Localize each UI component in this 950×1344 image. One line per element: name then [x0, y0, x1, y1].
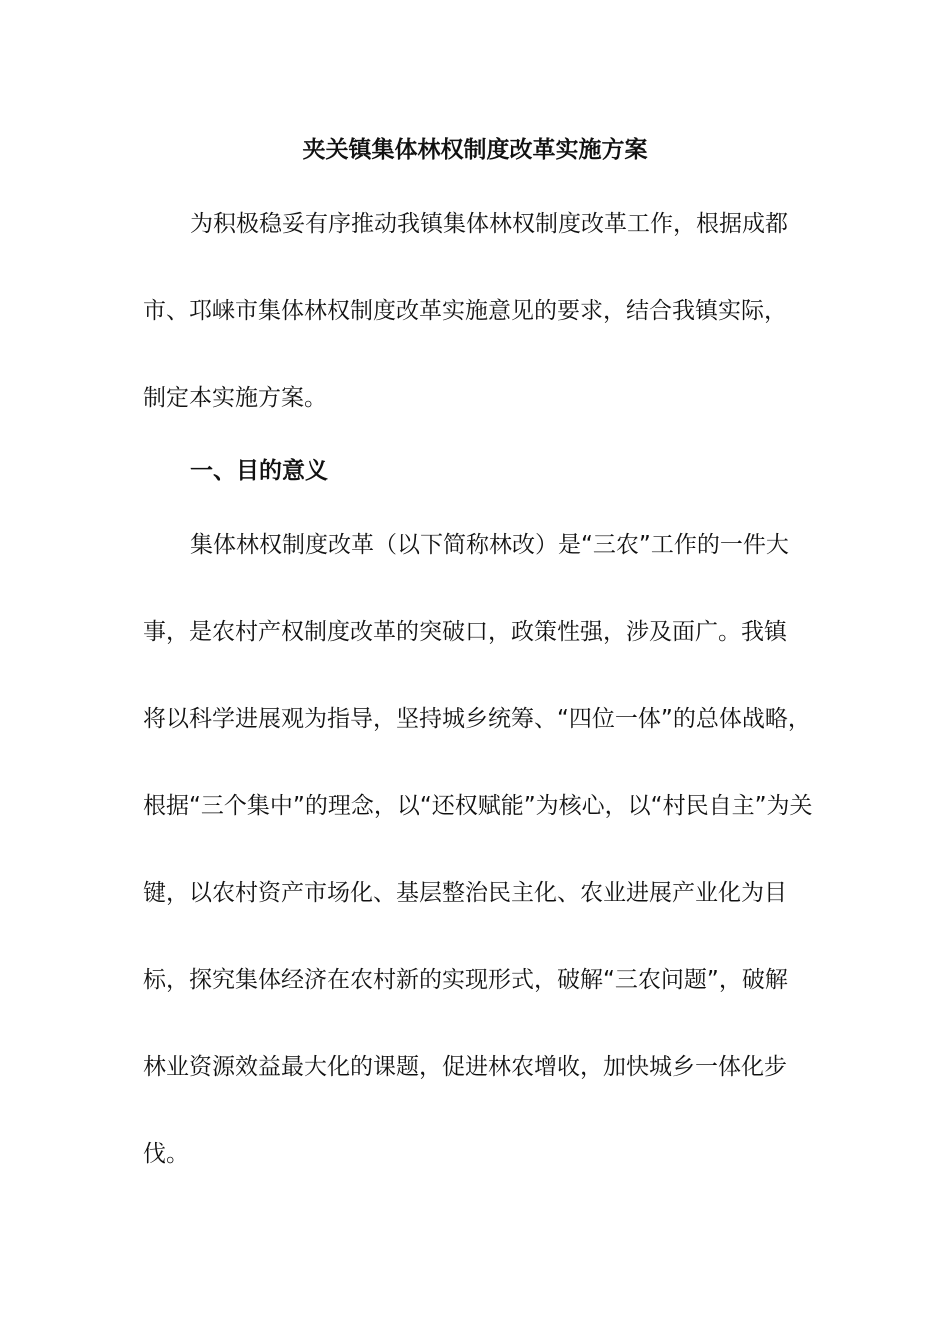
paragraph-text: 林业资源效益最大化的课题，促进林农增收，加快城乡一体化步: [143, 1054, 787, 1080]
document-title: 夹关镇集体林权制度改革实施方案: [302, 137, 648, 163]
paragraph-text: 市、邛崃市集体林权制度改革实施意见的要求，结合我镇实际，: [143, 298, 787, 324]
paragraph-text: 标，探究集体经济在农村新的实现形式，破解“三农问题”，破解: [143, 967, 788, 993]
paragraph-text: 集体林权制度改革（以下简称林改）是“三农”工作的一件大: [190, 532, 789, 558]
paragraph-text: 为积极稳妥有序推动我镇集体林权制度改革工作，根据成都: [190, 211, 788, 237]
paragraph-text: 根据“三个集中”的理念，以“还权赋能”为核心，以“村民自主”为关: [143, 793, 813, 819]
paragraph-text: 事，是农村产权制度改革的突破口，政策性强，涉及面广。我镇: [143, 619, 787, 645]
paragraph-text: 键，以农村资产市场化、基层整治民主化、农业进展产业化为目: [143, 880, 787, 906]
paragraph-text: 将以科学进展观为指导，坚持城乡统筹、“四位一体”的总体战略，: [143, 706, 811, 732]
paragraph-text: 制定本实施方案。: [143, 385, 327, 411]
section-heading-text: 一、目的意义: [190, 458, 328, 484]
paragraph-text: 伐。: [143, 1141, 189, 1167]
